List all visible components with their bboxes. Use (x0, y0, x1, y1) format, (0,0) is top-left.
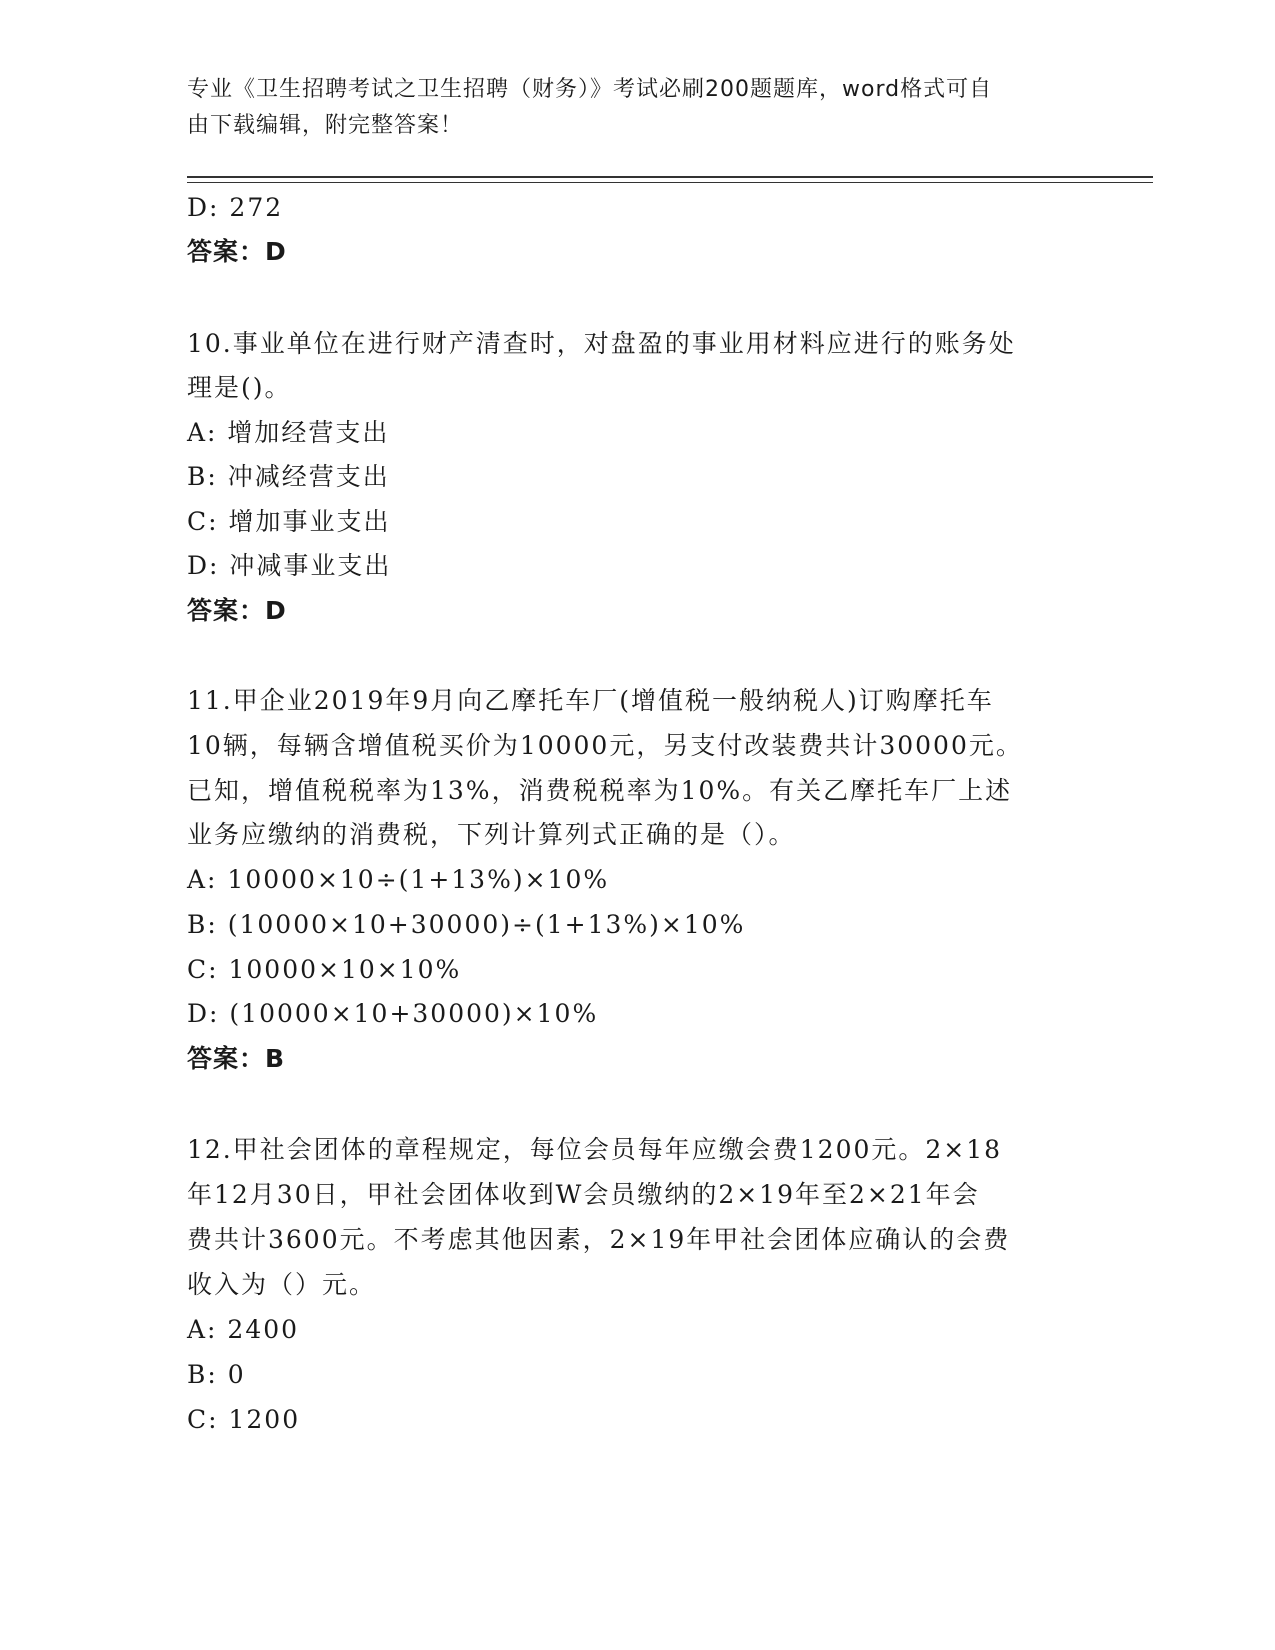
q11-stem-line-3: 已知，增值税税率为13%，消费税税率为10%。有关乙摩托车厂上述 (187, 776, 1013, 805)
q10-option-b: B: 冲减经营支出 (187, 462, 390, 491)
header-divider-thin (187, 182, 1153, 183)
q10-option-c: C: 增加事业支出 (187, 507, 391, 536)
q12-option-c: C: 1200 (187, 1405, 301, 1434)
q11-option-a: A: 10000×10÷(1+13%)×10% (187, 865, 610, 894)
header-line-1: 专业《卫生招聘考试之卫生招聘（财务）》考试必刷200题题库，word格式可自 (187, 77, 993, 102)
q12-stem-line-3: 费共计3600元。不考虑其他因素，2×19年甲社会团体应确认的会费 (187, 1225, 1011, 1254)
q9-option-d: D: 272 (187, 193, 284, 222)
q10-answer: 答案：D (187, 596, 287, 625)
q11-option-d: D: (10000×10+30000)×10% (187, 999, 599, 1028)
q11-stem-line-1: 11.甲企业2019年9月向乙摩托车厂(增值税一般纳税人)订购摩托车 (187, 686, 994, 715)
q10-stem-line-2: 理是()。 (187, 373, 292, 402)
header-line-2: 由下载编辑，附完整答案！ (187, 113, 464, 138)
q11-option-b: B: (10000×10+30000)÷(1+13%)×10% (187, 910, 746, 939)
header-divider-thick (187, 176, 1153, 178)
document-header (187, 72, 1067, 144)
q11-answer: 答案：B (187, 1044, 286, 1073)
q11-option-c: C: 10000×10×10% (187, 955, 462, 984)
q10-option-d: D: 冲减事业支出 (187, 551, 392, 580)
q9-answer: 答案：D (187, 237, 287, 266)
q12-option-b: B: 0 (187, 1360, 246, 1389)
q12-option-a: A: 2400 (187, 1315, 300, 1344)
q10-stem-line-1: 10.事业单位在进行财产清查时，对盘盈的事业用材料应进行的账务处 (187, 329, 1016, 358)
q12-stem-line-4: 收入为（）元。 (187, 1270, 377, 1299)
q11-stem-line-4: 业务应缴纳的消费税，下列计算列式正确的是（）。 (187, 820, 796, 849)
q11-stem-line-2: 10辆，每辆含增值税买价为10000元，另支付改装费共计30000元。 (187, 731, 1023, 760)
q10-option-a: A: 增加经营支出 (187, 418, 390, 447)
q12-stem-line-2: 年12月30日，甲社会团体收到W会员缴纳的2×19年至2×21年会 (187, 1180, 980, 1209)
q12-stem-line-1: 12.甲社会团体的章程规定，每位会员每年应缴会费1200元。2×18 (187, 1135, 1003, 1164)
